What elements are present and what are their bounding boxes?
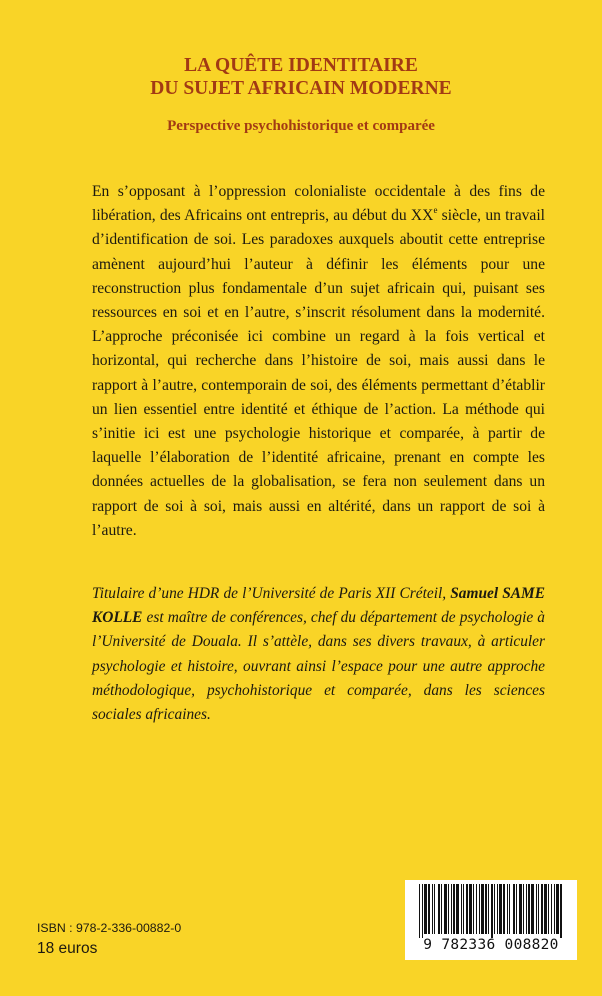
price-label: 18 euros: [37, 940, 98, 957]
author-bio-text: est maître de conférences, chef du département de psychologie à l’Université de Douala. Il s’attèle, dans ses divers travaux, à articuler psychologie et histoire, ouvrant ainsi l’espace pour une autre approche méthodologique, psychohistorique et comparée, dans les sciences sociales africaines.: [92, 609, 545, 724]
barcode-digits: 9 782336 008820: [423, 937, 559, 953]
summary-text: [92, 180, 545, 543]
author-bio: [92, 582, 545, 727]
summary-part-2: siècle, un travail d’identification de soi. Les paradoxes auxquels aboutit cette entreprise amènent aujourd’hui l’auteur à définir les éléments pour une reconstruction plus fondamentale d’un sujet africain qui, puisant ses ressources en soi et en l’autre, s’inscrit résolument dans la modernité. L’approche préconisée ici combine un regard à la fois vertical et horizontal, qui recherche dans l’histoire de soi, mais aussi dans le rapport à l’autre, contemporain de soi, des éléments permettant d’établir un lien essentiel entre identité et éthique de l’action. La méthode qui s’initie ici est une psychologie historique et comparée, à partir de laquelle l’élaboration de l’identité africaine, prenant en compte les données actuelles de la globalisation, se fera non seulement dans un rapport de soi à soi, mais aussi en altérité, dans un rapport de soi à l’autre.: [92, 207, 545, 539]
summary-part-1: En s’opposant à l’oppression colonialiste occidentale à des fins de libération, des Africains ont entrepris, au début du XX: [92, 183, 545, 225]
barcode: [405, 880, 577, 960]
isbn-label: ISBN : 978-2-336-00882-0: [37, 921, 182, 935]
century-superscript: e: [433, 205, 438, 216]
author-intro: Titulaire d’une HDR de l’Université de Paris XII Créteil,: [92, 585, 451, 602]
subtitle: Perspective psychohistorique et comparée: [167, 118, 435, 134]
title-line-2: DU SUJET AFRICAIN MODERNE: [150, 78, 452, 99]
title-line-1: LA QUÊTE IDENTITAIRE: [184, 55, 418, 76]
barcode-bars: [411, 884, 571, 938]
author-name: Samuel SAME KOLLE: [92, 585, 546, 627]
